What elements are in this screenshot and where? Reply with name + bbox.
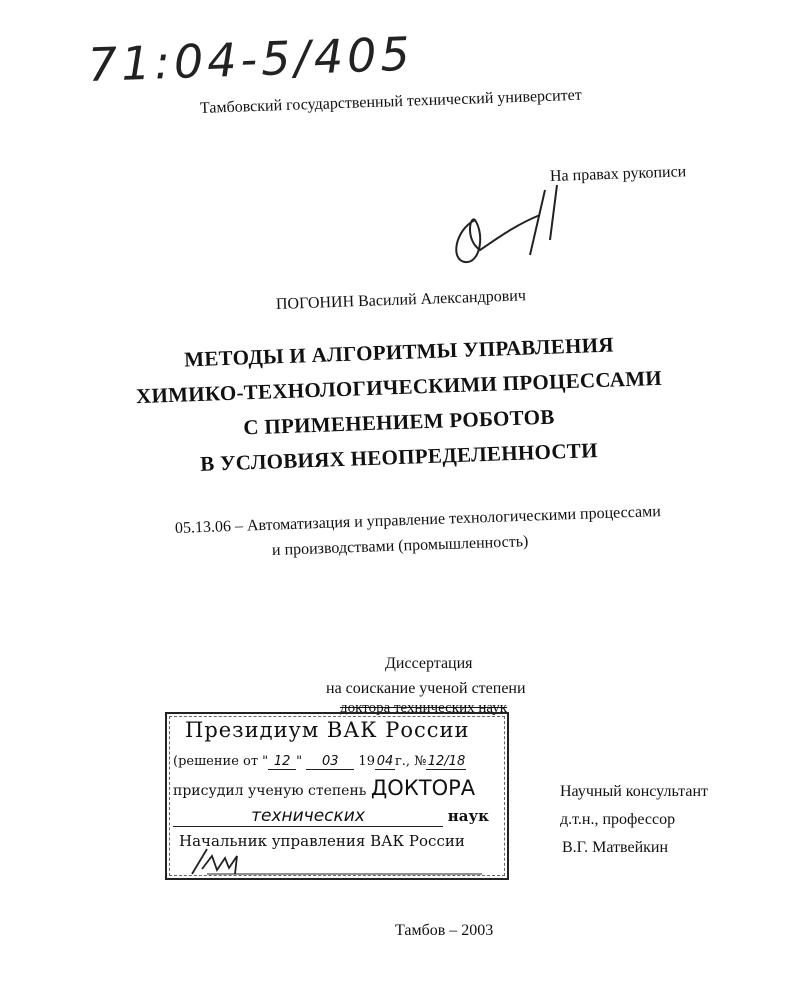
manuscript-note: На правах рукописи bbox=[549, 163, 687, 185]
author-name: ПОГОНИН Василий Александрович bbox=[275, 287, 527, 313]
degree-level: ДОКТОРА bbox=[370, 776, 476, 800]
city-year: Тамбов – 2003 bbox=[395, 922, 494, 939]
field-handwritten: технических bbox=[173, 806, 443, 827]
consultant-name: В.Г. Матвейкин bbox=[562, 839, 669, 856]
number-prefix: г., № bbox=[394, 754, 427, 769]
sciences-word: наук bbox=[447, 807, 489, 825]
decision-day: 12 bbox=[268, 754, 296, 770]
document-type: Диссертация bbox=[385, 655, 473, 672]
stamp-awarded bbox=[173, 776, 475, 800]
chief-signature bbox=[177, 844, 497, 878]
year-prefix: 19 bbox=[358, 754, 375, 769]
degree-field: доктора технических наук bbox=[340, 700, 508, 716]
vak-stamp bbox=[165, 712, 509, 880]
decision-year: 04 bbox=[376, 754, 394, 769]
decision-month: 03 bbox=[306, 754, 354, 770]
stamp-header: Президиум ВАК России bbox=[185, 718, 470, 742]
author-signature bbox=[445, 180, 585, 270]
specialty-code: 05.13.06 – Автоматизация и управление технологическими процессами bbox=[174, 503, 662, 537]
thesis-title-line: МЕТОДЫ И АЛГОРИТМЫ УПРАВЛЕНИЯ bbox=[183, 332, 615, 372]
thesis-title-line: ХИМИКО-ТЕХНОЛОГИЧЕСКИМИ ПРОЦЕССАМИ bbox=[135, 365, 663, 409]
consultant-label: Научный консультант bbox=[560, 783, 708, 800]
specialty-continued: и производствами (промышленность) bbox=[271, 533, 529, 559]
consultant-rank: д.т.н., профессор bbox=[560, 811, 676, 828]
decision-prefix: (решение от " bbox=[173, 754, 269, 769]
thesis-title-line: В УСЛОВИЯХ НЕОПРЕДЕЛЕННОСТИ bbox=[199, 438, 599, 476]
stamp-field-line bbox=[173, 806, 489, 827]
degree-purpose: на соискание ученой степени bbox=[326, 680, 526, 697]
stamp-chief: Начальник управления ВАК России bbox=[179, 832, 465, 850]
decision-number: 12/18 bbox=[427, 754, 466, 769]
awarded-text: присудил ученую степень bbox=[173, 783, 367, 799]
archive-number-handwritten: 71:04-5/405 bbox=[87, 26, 415, 92]
stamp-decision bbox=[173, 754, 466, 770]
quote: " bbox=[296, 754, 303, 769]
thesis-title-line: С ПРИМЕНЕНИЕМ РОБОТОВ bbox=[243, 404, 555, 440]
university-name: Тамбовский государственный технический университет bbox=[199, 86, 583, 117]
